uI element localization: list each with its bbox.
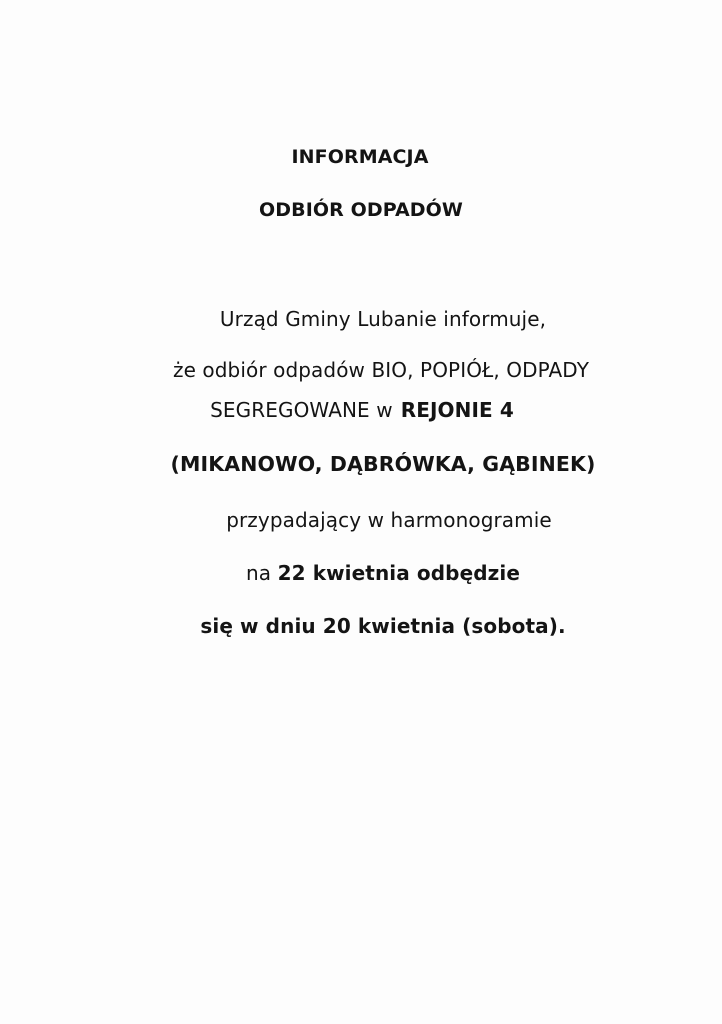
body-line-date-original <box>22 560 722 586</box>
body-line-segregowane <box>1 397 722 423</box>
na-text: na <box>245 561 272 585</box>
body-line-date-new: się w dniu 20 kwietnia (sobota). <box>200 614 566 638</box>
segregowane-text: SEGREGOWANE w <box>210 398 393 422</box>
rejon-label: REJONIE 4 <box>400 398 514 422</box>
original-date: 22 kwietnia odbędzie <box>277 561 521 585</box>
heading-odbior-odpadow: ODBIÓR ODPADÓW <box>259 199 463 221</box>
body-line-urzad: Urząd Gminy Lubanie informuje, <box>219 307 547 331</box>
body-line-odbior: że odbiór odpadów BIO, POPIÓŁ, ODPADY <box>172 358 590 382</box>
body-line-localities: (MIKANOWO, DĄBRÓWKA, GĄBINEK) <box>170 452 596 476</box>
heading-informacja: INFORMACJA <box>291 146 429 168</box>
body-line-harmonogram: przypadający w harmonogramie <box>226 508 552 532</box>
